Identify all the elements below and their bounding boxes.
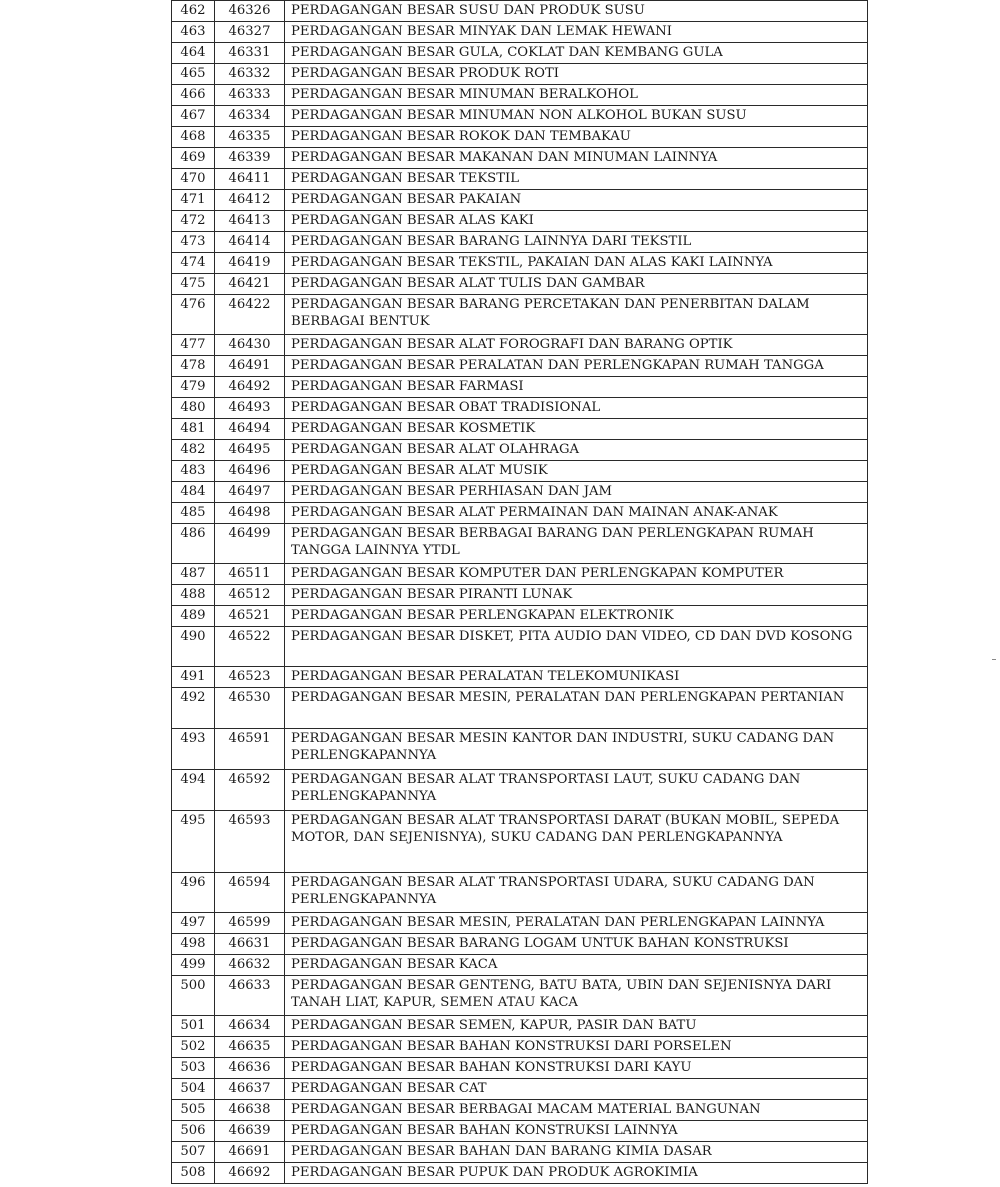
activity-description: PERDAGANGAN BESAR GULA, COKLAT DAN KEMBANG GULA: [285, 43, 868, 64]
activity-description: PERDAGANGAN BESAR MINUMAN BERALKOHOL: [285, 85, 868, 106]
table-row: [172, 190, 868, 211]
kbli-code: 46633: [215, 976, 285, 1016]
kbli-code: 46411: [215, 169, 285, 190]
activity-description: PERDAGANGAN BESAR ALAT TRANSPORTASI LAUT, SUKU CADANG DAN PERLENGKAPANNYA: [285, 770, 868, 811]
kbli-code: 46638: [215, 1100, 285, 1121]
row-number: 494: [172, 770, 215, 811]
row-number: 471: [172, 190, 215, 211]
table-row: [172, 1079, 868, 1100]
row-number: 484: [172, 482, 215, 503]
table-row: [172, 274, 868, 295]
row-number: 508: [172, 1163, 215, 1184]
table-row: [172, 667, 868, 688]
table-row: [172, 148, 868, 169]
table-row: [172, 1016, 868, 1037]
activity-description: PERDAGANGAN BESAR CAT: [285, 1079, 868, 1100]
kbli-code: 46632: [215, 955, 285, 976]
table-row: [172, 955, 868, 976]
table-row: [172, 1, 868, 22]
table-row: [172, 1142, 868, 1163]
activity-description: PERDAGANGAN BESAR ALAT TULIS DAN GAMBAR: [285, 274, 868, 295]
activity-description: PERDAGANGAN BESAR BARANG LOGAM UNTUK BAHAN KONSTRUKSI: [285, 934, 868, 955]
activity-description: PERDAGANGAN BESAR MESIN, PERALATAN DAN PERLENGKAPAN PERTANIAN: [285, 688, 868, 729]
table-row: [172, 811, 868, 873]
row-number: 474: [172, 253, 215, 274]
row-number: 502: [172, 1037, 215, 1058]
table-row: [172, 1163, 868, 1184]
kbli-code: 46493: [215, 398, 285, 419]
activity-description: PERDAGANGAN BESAR ALAS KAKI: [285, 211, 868, 232]
table-row: [172, 688, 868, 729]
table-row: [172, 482, 868, 503]
activity-description: PERDAGANGAN BESAR PERLENGKAPAN ELEKTRONIK: [285, 606, 868, 627]
table-row: [172, 440, 868, 461]
kbli-code: 46491: [215, 356, 285, 377]
activity-description: PERDAGANGAN BESAR PERHIASAN DAN JAM: [285, 482, 868, 503]
kbli-code: 46521: [215, 606, 285, 627]
table-row: [172, 377, 868, 398]
activity-description: PERDAGANGAN BESAR GENTENG, BATU BATA, UBIN DAN SEJENISNYA DARI TANAH LIAT, KAPUR, SEMEN ATAU KACA: [285, 976, 868, 1016]
kbli-code: 46419: [215, 253, 285, 274]
kbli-code: 46327: [215, 22, 285, 43]
table-row: [172, 398, 868, 419]
activity-description: PERDAGANGAN BESAR ROKOK DAN TEMBAKAU: [285, 127, 868, 148]
table-row: [172, 85, 868, 106]
table-row: [172, 913, 868, 934]
kbli-code: 46511: [215, 564, 285, 585]
kbli-code: 46331: [215, 43, 285, 64]
kbli-code: 46412: [215, 190, 285, 211]
activity-description: PERDAGANGAN BESAR ALAT TRANSPORTASI UDARA, SUKU CADANG DAN PERLENGKAPANNYA: [285, 873, 868, 913]
kbli-code: 46414: [215, 232, 285, 253]
table-row: [172, 335, 868, 356]
row-number: 465: [172, 64, 215, 85]
activity-description: PERDAGANGAN BESAR OBAT TRADISIONAL: [285, 398, 868, 419]
kbli-code: 46494: [215, 419, 285, 440]
kbli-code: 46637: [215, 1079, 285, 1100]
activity-description: PERDAGANGAN BESAR BAHAN KONSTRUKSI DARI KAYU: [285, 1058, 868, 1079]
kbli-code: 46692: [215, 1163, 285, 1184]
kbli-code: 46631: [215, 934, 285, 955]
kbli-code: 46691: [215, 1142, 285, 1163]
activity-description: PERDAGANGAN BESAR MINUMAN NON ALKOHOL BUKAN SUSU: [285, 106, 868, 127]
kbli-code: 46335: [215, 127, 285, 148]
activity-description: PERDAGANGAN BESAR BARANG PERCETAKAN DAN PENERBITAN DALAM BERBAGAI BENTUK: [285, 295, 868, 335]
activity-description: PERDAGANGAN BESAR PUPUK DAN PRODUK AGROKIMIA: [285, 1163, 868, 1184]
activity-description: PERDAGANGAN BESAR PRODUK ROTI: [285, 64, 868, 85]
activity-description: PERDAGANGAN BESAR BARANG LAINNYA DARI TEKSTIL: [285, 232, 868, 253]
row-number: 483: [172, 461, 215, 482]
kbli-code: 46497: [215, 482, 285, 503]
table-row: [172, 419, 868, 440]
row-number: 495: [172, 811, 215, 873]
row-number: 488: [172, 585, 215, 606]
table-row: [172, 585, 868, 606]
activity-description: PERDAGANGAN BESAR BAHAN KONSTRUKSI DARI PORSELEN: [285, 1037, 868, 1058]
row-number: 486: [172, 524, 215, 564]
table-row: [172, 461, 868, 482]
activity-description: PERDAGANGAN BESAR ALAT PERMAINAN DAN MAINAN ANAK-ANAK: [285, 503, 868, 524]
row-number: 490: [172, 627, 215, 667]
row-number: 479: [172, 377, 215, 398]
kbli-code: 46421: [215, 274, 285, 295]
activity-description: PERDAGANGAN BESAR MAKANAN DAN MINUMAN LAINNYA: [285, 148, 868, 169]
activity-description: PERDAGANGAN BESAR MESIN KANTOR DAN INDUSTRI, SUKU CADANG DAN PERLENGKAPANNYA: [285, 729, 868, 770]
activity-description: PERDAGANGAN BESAR PIRANTI LUNAK: [285, 585, 868, 606]
kbli-table: [171, 0, 868, 1184]
row-number: 464: [172, 43, 215, 64]
table-row: [172, 253, 868, 274]
table-row: [172, 606, 868, 627]
row-number: 477: [172, 335, 215, 356]
activity-description: PERDAGANGAN BESAR MINYAK DAN LEMAK HEWANI: [285, 22, 868, 43]
kbli-code: 46593: [215, 811, 285, 873]
table-body: [172, 1, 868, 1184]
kbli-code: 46332: [215, 64, 285, 85]
kbli-code: 46635: [215, 1037, 285, 1058]
activity-description: PERDAGANGAN BESAR ALAT FOROGRAFI DAN BARANG OPTIK: [285, 335, 868, 356]
table-row: [172, 524, 868, 564]
row-number: 467: [172, 106, 215, 127]
kbli-code: 46333: [215, 85, 285, 106]
table-row: [172, 976, 868, 1016]
activity-description: PERDAGANGAN BESAR MESIN, PERALATAN DAN PERLENGKAPAN LAINNYA: [285, 913, 868, 934]
row-number: 470: [172, 169, 215, 190]
row-number: 498: [172, 934, 215, 955]
kbli-code: 46512: [215, 585, 285, 606]
activity-description: PERDAGANGAN BESAR TEKSTIL: [285, 169, 868, 190]
kbli-code: 46522: [215, 627, 285, 667]
table-row: [172, 873, 868, 913]
table-row: [172, 106, 868, 127]
table-row: [172, 211, 868, 232]
row-number: 485: [172, 503, 215, 524]
kbli-code: 46639: [215, 1121, 285, 1142]
activity-description: PERDAGANGAN BESAR ALAT MUSIK: [285, 461, 868, 482]
activity-description: PERDAGANGAN BESAR ALAT OLAHRAGA: [285, 440, 868, 461]
table-row: [172, 729, 868, 770]
row-number: 506: [172, 1121, 215, 1142]
table-row: [172, 22, 868, 43]
table-row: [172, 934, 868, 955]
row-number: 476: [172, 295, 215, 335]
activity-description: PERDAGANGAN BESAR TEKSTIL, PAKAIAN DAN ALAS KAKI LAINNYA: [285, 253, 868, 274]
row-number: 493: [172, 729, 215, 770]
kbli-code: 46430: [215, 335, 285, 356]
kbli-code: 46599: [215, 913, 285, 934]
row-number: 475: [172, 274, 215, 295]
row-number: 491: [172, 667, 215, 688]
kbli-code: 46422: [215, 295, 285, 335]
row-number: 487: [172, 564, 215, 585]
table-row: [172, 1058, 868, 1079]
kbli-code: 46413: [215, 211, 285, 232]
activity-description: PERDAGANGAN BESAR PERALATAN DAN PERLENGKAPAN RUMAH TANGGA: [285, 356, 868, 377]
activity-description: PERDAGANGAN BESAR BAHAN KONSTRUKSI LAINNYA: [285, 1121, 868, 1142]
kbli-code: 46634: [215, 1016, 285, 1037]
kbli-code: 46492: [215, 377, 285, 398]
row-number: 496: [172, 873, 215, 913]
kbli-code: 46334: [215, 106, 285, 127]
kbli-code: 46339: [215, 148, 285, 169]
row-number: 469: [172, 148, 215, 169]
table-row: [172, 1100, 868, 1121]
row-number: 468: [172, 127, 215, 148]
stray-mark: [992, 659, 996, 660]
kbli-code: 46591: [215, 729, 285, 770]
kbli-code: 46495: [215, 440, 285, 461]
row-number: 472: [172, 211, 215, 232]
row-number: 481: [172, 419, 215, 440]
row-number: 497: [172, 913, 215, 934]
row-number: 482: [172, 440, 215, 461]
kbli-code: 46594: [215, 873, 285, 913]
kbli-code: 46592: [215, 770, 285, 811]
table-row: [172, 169, 868, 190]
row-number: 501: [172, 1016, 215, 1037]
kbli-code: 46326: [215, 1, 285, 22]
table-row: [172, 503, 868, 524]
activity-description: PERDAGANGAN BESAR KOSMETIK: [285, 419, 868, 440]
table-row: [172, 127, 868, 148]
table-row: [172, 232, 868, 253]
row-number: 489: [172, 606, 215, 627]
activity-description: PERDAGANGAN BESAR FARMASI: [285, 377, 868, 398]
activity-description: PERDAGANGAN BESAR SEMEN, KAPUR, PASIR DAN BATU: [285, 1016, 868, 1037]
activity-description: PERDAGANGAN BESAR KOMPUTER DAN PERLENGKAPAN KOMPUTER: [285, 564, 868, 585]
row-number: 466: [172, 85, 215, 106]
kbli-code: 46530: [215, 688, 285, 729]
table-row: [172, 564, 868, 585]
activity-description: PERDAGANGAN BESAR PERALATAN TELEKOMUNIKASI: [285, 667, 868, 688]
activity-description: PERDAGANGAN BESAR BAHAN DAN BARANG KIMIA DASAR: [285, 1142, 868, 1163]
activity-description: PERDAGANGAN BESAR BERBAGAI MACAM MATERIAL BANGUNAN: [285, 1100, 868, 1121]
table-row: [172, 1037, 868, 1058]
kbli-code: 46523: [215, 667, 285, 688]
table-row: [172, 1121, 868, 1142]
row-number: 462: [172, 1, 215, 22]
kbli-code: 46499: [215, 524, 285, 564]
table-row: [172, 295, 868, 335]
kbli-code: 46496: [215, 461, 285, 482]
row-number: 480: [172, 398, 215, 419]
activity-description: PERDAGANGAN BESAR PAKAIAN: [285, 190, 868, 211]
row-number: 507: [172, 1142, 215, 1163]
row-number: 500: [172, 976, 215, 1016]
row-number: 463: [172, 22, 215, 43]
kbli-code: 46636: [215, 1058, 285, 1079]
row-number: 473: [172, 232, 215, 253]
activity-description: PERDAGANGAN BESAR KACA: [285, 955, 868, 976]
activity-description: PERDAGANGAN BESAR BERBAGAI BARANG DAN PERLENGKAPAN RUMAH TANGGA LAINNYA YTDL: [285, 524, 868, 564]
table-row: [172, 770, 868, 811]
activity-description: PERDAGANGAN BESAR SUSU DAN PRODUK SUSU: [285, 1, 868, 22]
table-row: [172, 356, 868, 377]
row-number: 499: [172, 955, 215, 976]
table-row: [172, 43, 868, 64]
kbli-code: 46498: [215, 503, 285, 524]
row-number: 505: [172, 1100, 215, 1121]
row-number: 504: [172, 1079, 215, 1100]
row-number: 478: [172, 356, 215, 377]
table-row: [172, 627, 868, 667]
activity-description: PERDAGANGAN BESAR ALAT TRANSPORTASI DARAT (BUKAN MOBIL, SEPEDA MOTOR, DAN SEJENISNYA), SUKU CADANG DAN PERLENGKAPANNYA: [285, 811, 868, 873]
table-row: [172, 64, 868, 85]
row-number: 492: [172, 688, 215, 729]
activity-description: PERDAGANGAN BESAR DISKET, PITA AUDIO DAN VIDEO, CD DAN DVD KOSONG: [285, 627, 868, 667]
row-number: 503: [172, 1058, 215, 1079]
